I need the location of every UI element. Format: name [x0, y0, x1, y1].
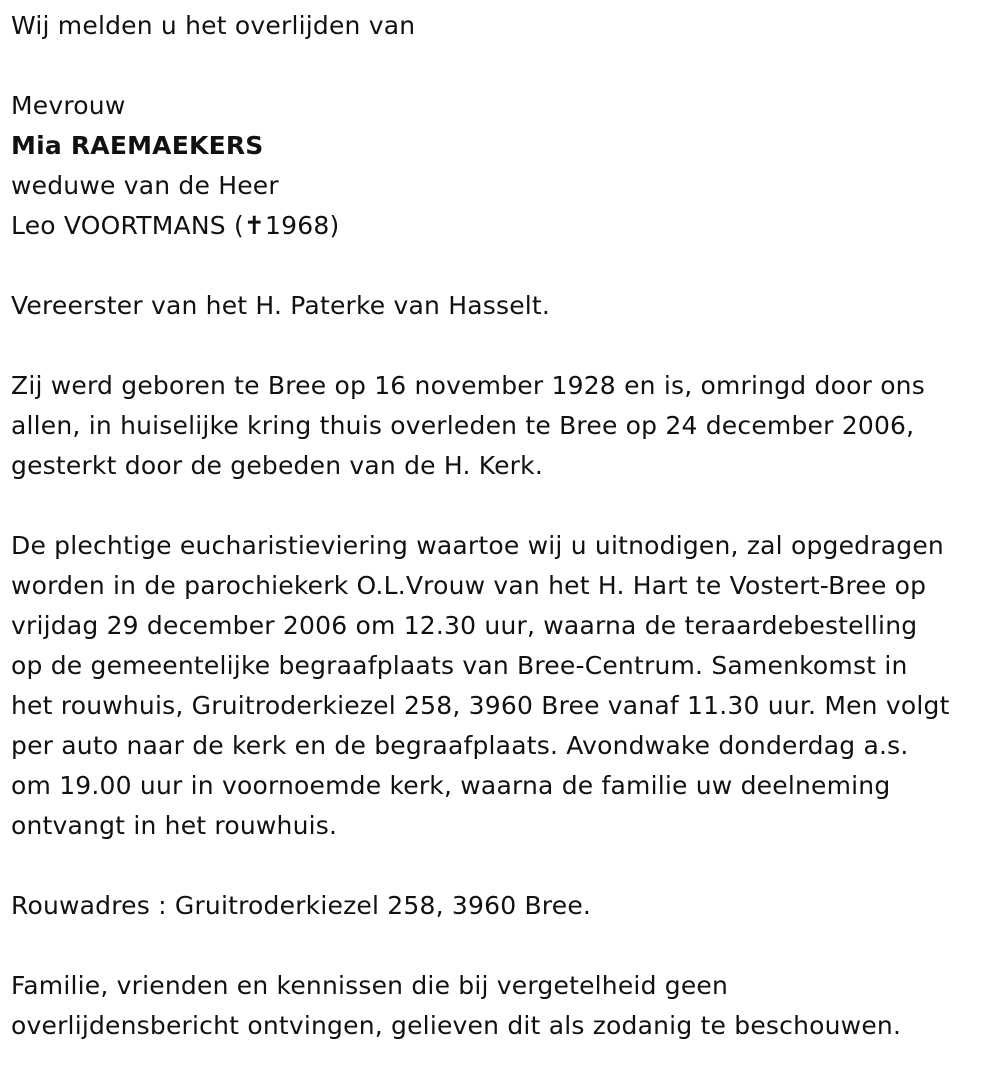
birth-death-paragraph: [11, 366, 996, 486]
paragraph-line: ontvangt in het rouwhuis.: [11, 811, 338, 840]
spacer: [11, 846, 996, 886]
spacer: [11, 926, 996, 966]
spacer: [11, 46, 996, 86]
intro-text: Wij melden u het overlijden van: [11, 11, 416, 40]
honor-text: Vereerster van het H. Paterke van Hasselt.: [11, 291, 551, 320]
widow-of-text: weduwe van de Heer: [11, 171, 279, 200]
paragraph-line: Zij werd geboren te Bree op 16 november 1928 en is, omringd door ons: [11, 371, 925, 400]
paragraph-line: vrijdag 29 december 2006 om 12.30 uur, waarna de teraardebestelling: [11, 611, 918, 640]
paragraph-line: allen, in huiselijke kring thuis overleden te Bree op 24 december 2006,: [11, 411, 915, 440]
title-text: Mevrouw: [11, 91, 126, 120]
spouse-name: Leo VOORTMANS (✝1968): [11, 211, 340, 240]
paragraph-line: op de gemeentelijke begraafplaats van Bree-Centrum. Samenkomst in: [11, 651, 908, 680]
obituary-notice: [11, 6, 996, 1046]
paragraph-line: om 19.00 uur in voornoemde kerk, waarna de familie uw deelneming: [11, 771, 891, 800]
paragraph-line: per auto naar de kerk en de begraafplaats. Avondwake donderdag a.s.: [11, 731, 909, 760]
spacer: [11, 326, 996, 366]
paragraph-line: het rouwhuis, Gruitroderkiezel 258, 3960 Bree vanaf 11.30 uur. Men volgt: [11, 691, 950, 720]
spacer: [11, 246, 996, 286]
paragraph-line: gesterkt door de gebeden van de H. Kerk.: [11, 451, 543, 480]
deceased-name: Mia RAEMAEKERS: [11, 131, 264, 160]
paragraph-line: overlijdensbericht ontvingen, gelieven dit als zodanig te beschouwen.: [11, 1011, 902, 1040]
ceremony-paragraph: [11, 526, 996, 846]
mourning-address: Rouwadres : Gruitroderkiezel 258, 3960 Bree.: [11, 891, 592, 920]
closing-paragraph: [11, 966, 996, 1046]
paragraph-line: De plechtige eucharistieviering waartoe wij u uitnodigen, zal opgedragen: [11, 531, 944, 560]
paragraph-line: Familie, vrienden en kennissen die bij vergetelheid geen: [11, 971, 729, 1000]
paragraph-line: worden in de parochiekerk O.L.Vrouw van het H. Hart te Vostert-Bree op: [11, 571, 927, 600]
spacer: [11, 486, 996, 526]
